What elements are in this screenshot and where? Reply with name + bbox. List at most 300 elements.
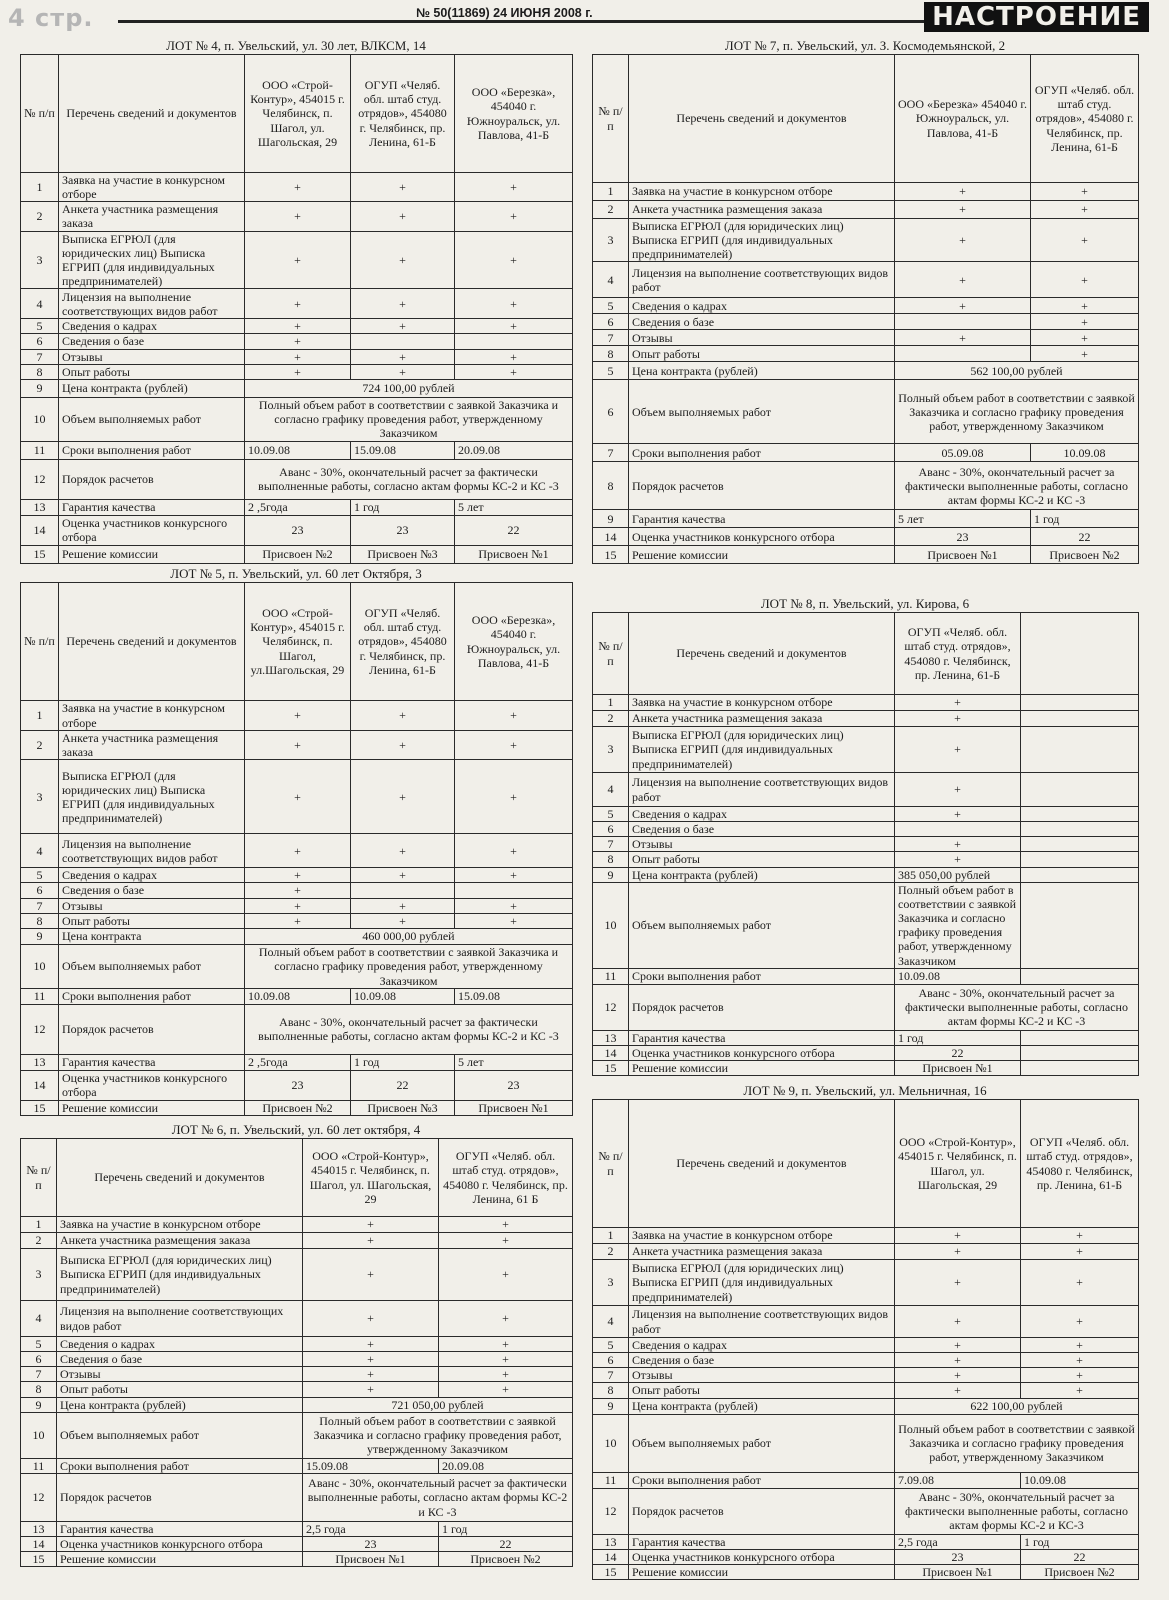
row-label: Гарантия качества — [57, 1521, 303, 1536]
row-cell: + — [439, 1217, 573, 1233]
row-cell — [1021, 1061, 1139, 1076]
row-cell — [1021, 837, 1139, 852]
row-number: 12 — [21, 1473, 57, 1521]
row-cell: 23 — [895, 528, 1031, 546]
lot-table — [20, 1138, 573, 1567]
row-cell: + — [895, 807, 1021, 822]
row-number: 4 — [21, 1301, 57, 1337]
row-cell: 15.09.08 — [455, 988, 573, 1004]
column-header-participant: ОГУП «Челяб. обл. штаб студ. отрядов», 454080 г. Челябинск, пр. Ленина, 61-Б — [1031, 55, 1139, 183]
row-cell: + — [351, 173, 455, 202]
row-label: Решение комиссии — [59, 1100, 245, 1115]
row-label: Заявка на участие в конкурсном отборе — [59, 173, 245, 202]
row-label: Сведения о кадрах — [59, 319, 245, 334]
table-row — [593, 330, 1139, 346]
row-cell: + — [351, 701, 455, 731]
row-cell: + — [895, 298, 1031, 314]
row-number: 8 — [593, 462, 629, 510]
row-cell: + — [895, 262, 1031, 298]
row-label: Анкета участника размещения заказа — [57, 1233, 303, 1249]
row-number: 4 — [593, 262, 629, 298]
column-header-participant: ОГУП «Челяб. обл. штаб студ. отрядов», 454080 г. Челябинск, пр. Ленина, 61-Б — [895, 613, 1021, 695]
row-label: Оценка участников конкурсного отбора — [629, 1045, 895, 1060]
row-label: Заявка на участие в конкурсном отборе — [629, 183, 895, 201]
row-number: 7 — [593, 837, 629, 852]
row-label: Сведения о базе — [629, 822, 895, 837]
lot-title: ЛОТ № 7, п. Увельский, ул. З. Космодемьянской, 2 — [724, 38, 1006, 53]
table-row — [593, 1368, 1139, 1383]
row-number: 2 — [593, 1244, 629, 1260]
row-label: Сроки выполнения работ — [59, 988, 245, 1004]
table-row — [593, 314, 1139, 330]
row-cell: + — [455, 898, 573, 913]
lot-7-block — [592, 38, 1138, 564]
row-label: Сведения о кадрах — [57, 1337, 303, 1352]
table-row — [21, 397, 573, 441]
row-value: Полный объем работ в соответствии с заявкой Заказчика и согласно графику проведения работ, утвержденному Заказчиком — [245, 944, 573, 988]
row-number: 14 — [21, 515, 59, 545]
row-number: 3 — [21, 231, 59, 289]
row-cell: 1 год — [1031, 510, 1139, 528]
row-cell: 385 050,00 рублей — [895, 867, 1021, 882]
table-row — [21, 1070, 573, 1100]
row-cell: 10.09.08 — [1021, 1472, 1139, 1488]
row-cell: + — [245, 173, 351, 202]
table-row — [21, 1382, 573, 1397]
row-number: 6 — [21, 1352, 57, 1367]
row-cell: + — [303, 1301, 439, 1337]
row-label: Сведения о базе — [57, 1352, 303, 1367]
row-number: 6 — [593, 1353, 629, 1368]
row-number: 3 — [593, 219, 629, 262]
row-label: Анкета участника размещения заказа — [59, 202, 245, 231]
row-cell: + — [455, 364, 573, 379]
row-number: 10 — [21, 944, 59, 988]
row-label: Сведения о кадрах — [629, 298, 895, 314]
row-label: Объем выполняемых работ — [59, 944, 245, 988]
issue-info: № 50(11869) 24 ИЮНЯ 2008 г. — [410, 6, 599, 20]
row-cell: + — [351, 202, 455, 231]
row-label: Порядок расчетов — [57, 1473, 303, 1521]
row-number: 9 — [593, 867, 629, 882]
row-number: 9 — [21, 379, 59, 397]
row-cell: Присвоен №2 — [439, 1552, 573, 1567]
row-cell: + — [245, 349, 351, 364]
row-number: 11 — [593, 1472, 629, 1488]
row-cell: Присвоен №1 — [303, 1552, 439, 1567]
row-label: Сведения о кадрах — [629, 807, 895, 822]
table-row — [21, 1301, 573, 1337]
row-label: Порядок расчетов — [629, 984, 895, 1030]
row-number: 14 — [593, 1549, 629, 1564]
row-cell: + — [351, 913, 455, 928]
row-cell — [1021, 1030, 1139, 1045]
row-label: Цена контракта (рублей) — [629, 362, 895, 380]
row-cell: 22 — [455, 515, 573, 545]
table-row — [593, 298, 1139, 314]
row-number: 6 — [593, 822, 629, 837]
row-cell: + — [351, 834, 455, 868]
table-row — [593, 1353, 1139, 1368]
row-cell: 10.09.08 — [351, 988, 455, 1004]
row-cell — [895, 346, 1031, 362]
column-header-participant: ООО «Строй-Контур», 454015 г. Челябинск, п. Шагол, ул. Шагольская, 29 — [245, 55, 351, 173]
row-cell: + — [1031, 201, 1139, 219]
row-label: Сведения о базе — [629, 1353, 895, 1368]
row-value: Полный объем работ в соответствии с заявкой Заказчика и согласно графику проведения работ, утвержденному Заказчиком — [245, 397, 573, 441]
row-number: 4 — [593, 773, 629, 807]
row-label: Выписка ЕГРЮЛ (для юридических лиц) Выписка ЕГРИП (для индивидуальных предпринимателей) — [629, 1260, 895, 1306]
table-row — [593, 1338, 1139, 1353]
row-cell — [351, 883, 455, 898]
row-value: Аванс - 30%, окончательный расчет за фактически выполненные работы, согласно актам формы КС-2 и КС -3 — [303, 1473, 573, 1521]
row-cell: 1 год — [351, 499, 455, 515]
row-label: Сроки выполнения работ — [57, 1458, 303, 1473]
row-label: Заявка на участие в конкурсном отборе — [629, 1228, 895, 1244]
row-label: Решение комиссии — [629, 546, 895, 564]
row-cell: + — [303, 1352, 439, 1367]
lot-title: ЛОТ № 5, п. Увельский, ул. 60 лет Октября, 3 — [170, 566, 422, 581]
row-cell: + — [1021, 1353, 1139, 1368]
table-row — [21, 1521, 573, 1536]
row-cell: Присвоен №1 — [895, 1061, 1021, 1076]
row-cell: Присвоен №2 — [1031, 546, 1139, 564]
row-cell — [1021, 807, 1139, 822]
row-cell — [1021, 727, 1139, 773]
table-row — [21, 334, 573, 349]
row-cell: 20.09.08 — [439, 1458, 573, 1473]
row-cell: + — [245, 898, 351, 913]
column-header-number: № п/п — [21, 583, 59, 701]
column-header-participant: ОГУП «Челяб. обл. штаб студ. отрядов», 454080 г. Челябинск, пр. Ленина, 61-Б — [351, 583, 455, 701]
column-header-number: № п/п — [593, 613, 629, 695]
row-cell: 22 — [1031, 528, 1139, 546]
row-number: 5 — [593, 362, 629, 380]
row-label: Анкета участника размещения заказа — [59, 731, 245, 760]
table-row — [593, 362, 1139, 380]
row-number: 15 — [21, 545, 59, 563]
table-row — [21, 1249, 573, 1301]
table-header-row — [21, 1139, 573, 1217]
row-cell: + — [895, 837, 1021, 852]
row-number: 6 — [593, 314, 629, 330]
row-value: Аванс - 30%, окончательный расчет за фактически выполненные работы, согласно актам формы КС-2 и КС -3 — [245, 1004, 573, 1054]
row-label: Гарантия качества — [59, 499, 245, 515]
table-row — [593, 773, 1139, 807]
table-row — [21, 1352, 573, 1367]
table-row — [21, 1217, 573, 1233]
row-cell: 5 лет — [895, 510, 1031, 528]
row-cell — [1021, 1045, 1139, 1060]
row-label: Заявка на участие в конкурсном отборе — [629, 695, 895, 711]
table-row — [593, 183, 1139, 201]
row-number: 8 — [593, 1383, 629, 1398]
row-label: Объем выполняемых работ — [57, 1412, 303, 1458]
row-cell: + — [895, 695, 1021, 711]
row-cell: 10.09.08 — [895, 968, 1021, 984]
row-label: Решение комиссии — [59, 545, 245, 563]
row-cell: + — [439, 1233, 573, 1249]
table-row — [21, 731, 573, 760]
table-header-row — [593, 55, 1139, 183]
table-row — [21, 202, 573, 231]
row-cell: + — [351, 760, 455, 834]
row-cell: + — [439, 1352, 573, 1367]
row-cell: + — [245, 760, 351, 834]
row-number: 9 — [593, 1398, 629, 1414]
row-number: 7 — [21, 349, 59, 364]
row-cell: 5 лет — [455, 1054, 573, 1070]
row-label: Сроки выполнения работ — [629, 444, 895, 462]
table-row — [593, 1061, 1139, 1076]
row-number: 10 — [21, 397, 59, 441]
row-cell: 2 ,5года — [245, 499, 351, 515]
row-value: 724 100,00 рублей — [245, 379, 573, 397]
table-row — [593, 1472, 1139, 1488]
lot-9-block — [592, 1083, 1138, 1580]
row-cell — [351, 334, 455, 349]
lot-table — [592, 54, 1139, 564]
row-cell: + — [245, 701, 351, 731]
table-row — [21, 289, 573, 319]
table-row — [21, 898, 573, 913]
row-number: 5 — [593, 298, 629, 314]
row-cell — [1021, 968, 1139, 984]
column-header-documents: Перечень сведений и документов — [57, 1139, 303, 1217]
row-cell: 1 год — [439, 1521, 573, 1536]
row-cell: + — [1021, 1306, 1139, 1338]
row-label: Опыт работы — [59, 913, 245, 928]
table-row — [21, 173, 573, 202]
table-row — [593, 201, 1139, 219]
row-number: 1 — [21, 173, 59, 202]
row-cell: + — [245, 202, 351, 231]
row-number: 6 — [593, 380, 629, 444]
table-row — [593, 462, 1139, 510]
row-cell: + — [895, 1353, 1021, 1368]
table-row — [21, 349, 573, 364]
row-cell — [1021, 711, 1139, 727]
row-number: 5 — [21, 1337, 57, 1352]
row-cell: + — [303, 1367, 439, 1382]
row-number: 13 — [21, 1521, 57, 1536]
row-label: Объем выполняемых работ — [59, 397, 245, 441]
column-header-participant: ООО «Строй-Контур», 454015 г. Челябинск, п. Шагол, ул. Шагольская, 29 — [303, 1139, 439, 1217]
table-row — [21, 319, 573, 334]
table-row — [21, 545, 573, 563]
table-row — [21, 441, 573, 459]
table-row — [21, 1337, 573, 1352]
row-cell: + — [1031, 219, 1139, 262]
row-number: 8 — [21, 364, 59, 379]
row-cell: 7.09.08 — [895, 1472, 1021, 1488]
row-value: Аванс - 30%, окончательный расчет за фактически выполненные работы, согласно актам формы КС-2 и КС -3 — [895, 462, 1139, 510]
row-number: 11 — [21, 988, 59, 1004]
row-cell: + — [439, 1337, 573, 1352]
row-number: 10 — [21, 1412, 57, 1458]
row-cell: + — [351, 731, 455, 760]
row-cell: Присвоен №2 — [245, 545, 351, 563]
row-number: 8 — [21, 1382, 57, 1397]
column-header-documents: Перечень сведений и документов — [629, 613, 895, 695]
table-row — [593, 1534, 1139, 1549]
row-number: 15 — [593, 1061, 629, 1076]
row-cell: + — [351, 868, 455, 883]
table-row — [593, 852, 1139, 867]
row-number: 2 — [593, 201, 629, 219]
table-row — [593, 867, 1139, 882]
row-cell: + — [1021, 1260, 1139, 1306]
row-cell: 2,5 года — [895, 1534, 1021, 1549]
table-row — [593, 380, 1139, 444]
row-label: Опыт работы — [629, 1383, 895, 1398]
lot-6-block — [20, 1122, 572, 1567]
table-row — [593, 822, 1139, 837]
row-number: 13 — [21, 499, 59, 515]
table-row — [593, 346, 1139, 362]
row-cell — [1021, 882, 1139, 968]
row-number: 7 — [21, 1367, 57, 1382]
column-header-number: № п/п — [21, 55, 59, 173]
column-header-documents: Перечень сведений и документов — [59, 583, 245, 701]
row-label: Отзывы — [629, 1368, 895, 1383]
column-header-participant: ООО «Березка», 454040 г. Южноуральск, ул. Павлова, 41-Б — [455, 55, 573, 173]
row-number: 12 — [593, 984, 629, 1030]
row-number: 8 — [593, 852, 629, 867]
row-label: Выписка ЕГРЮЛ (для юридических лиц) Выписка ЕГРИП (для индивидуальных предпринимателей) — [629, 727, 895, 773]
row-cell: + — [245, 319, 351, 334]
row-value: Аванс - 30%, окончательный расчет за фактически выполненные работы, согласно актам формы КС-2 и КС -3 — [245, 459, 573, 499]
table-header-row — [21, 55, 573, 173]
row-label: Отзывы — [629, 330, 895, 346]
row-cell: Присвоен №1 — [455, 545, 573, 563]
row-label: Лицензия на выполнение соответствующих видов работ — [629, 262, 895, 298]
row-cell: 23 — [895, 1549, 1021, 1564]
row-number: 2 — [593, 711, 629, 727]
table-row — [593, 1030, 1139, 1045]
row-number: 3 — [21, 1249, 57, 1301]
table-row — [21, 1473, 573, 1521]
row-label: Выписка ЕГРЮЛ (для юридических лиц) Выписка ЕГРИП (для индивидуальных предпринимателей) — [59, 760, 245, 834]
row-number: 9 — [21, 1397, 57, 1412]
table-row — [21, 364, 573, 379]
column-header-documents: Перечень сведений и документов — [629, 55, 895, 183]
row-number: 14 — [593, 1045, 629, 1060]
row-cell: + — [895, 852, 1021, 867]
row-cell: + — [439, 1382, 573, 1397]
row-number: 15 — [21, 1100, 59, 1115]
row-cell: + — [351, 898, 455, 913]
column-header-participant: ОГУП «Челяб. обл. штаб студ. отрядов», 454080 г. Челябинск, пр. Ленина, 61-Б — [351, 55, 455, 173]
row-cell: + — [455, 231, 573, 289]
row-cell: 1 год — [351, 1054, 455, 1070]
row-cell — [1021, 822, 1139, 837]
row-number: 15 — [593, 546, 629, 564]
row-cell: 10.09.08 — [1031, 444, 1139, 462]
row-cell: 23 — [351, 515, 455, 545]
row-cell: + — [895, 1368, 1021, 1383]
column-header-number: № п/п — [593, 55, 629, 183]
row-cell: + — [455, 319, 573, 334]
row-cell: + — [455, 202, 573, 231]
table-row — [593, 1260, 1139, 1306]
row-number: 2 — [21, 1233, 57, 1249]
column-header-participant: ООО «Строй-Контур», 454015 г. Челябинск, п. Шагол, ул.Шагольская, 29 — [245, 583, 351, 701]
row-number: 3 — [593, 1260, 629, 1306]
row-number: 1 — [593, 1228, 629, 1244]
row-number: 4 — [21, 289, 59, 319]
row-label: Объем выполняемых работ — [629, 1414, 895, 1472]
row-cell: + — [1031, 346, 1139, 362]
row-value: Полный объем работ в соответствии с заявкой Заказчика и согласно графику проведения работ, утвержденному Заказчиком — [895, 1414, 1139, 1472]
row-cell: 15.09.08 — [303, 1458, 439, 1473]
row-cell: + — [303, 1233, 439, 1249]
row-number: 7 — [21, 898, 59, 913]
row-value: Аванс - 30%, окончательный расчет за фактически выполненные работы, согласно актам формы КС-2 и КС -3 — [895, 984, 1139, 1030]
row-label: Сведения о базе — [59, 883, 245, 898]
row-cell: + — [439, 1249, 573, 1301]
row-label: Сроки выполнения работ — [59, 441, 245, 459]
row-cell: 23 — [245, 1070, 351, 1100]
page-number: 4 стр. — [8, 4, 94, 32]
row-label: Лицензия на выполнение соответствующих видов работ — [57, 1301, 303, 1337]
row-cell: 10.09.08 — [245, 441, 351, 459]
table-row — [593, 1244, 1139, 1260]
row-cell: + — [455, 701, 573, 731]
row-label: Заявка на участие в конкурсном отборе — [59, 701, 245, 731]
row-cell: + — [1031, 330, 1139, 346]
row-cell: + — [455, 731, 573, 760]
table-row — [21, 499, 573, 515]
row-number: 4 — [21, 834, 59, 868]
row-number: 15 — [593, 1564, 629, 1579]
row-cell: + — [895, 1260, 1021, 1306]
row-label: Цена контракта (рублей) — [629, 1398, 895, 1414]
row-cell: 15.09.08 — [351, 441, 455, 459]
table-row — [593, 968, 1139, 984]
row-cell: + — [439, 1301, 573, 1337]
table-row — [593, 1414, 1139, 1472]
row-cell: + — [303, 1382, 439, 1397]
row-cell: 1 год — [895, 1030, 1021, 1045]
row-cell: 23 — [455, 1070, 573, 1100]
row-cell: + — [895, 727, 1021, 773]
lot-title: ЛОТ № 6, п. Увельский, ул. 60 лет октября, 4 — [171, 1122, 421, 1137]
row-label: Опыт работы — [59, 364, 245, 379]
row-label: Отзывы — [59, 349, 245, 364]
row-label: Гарантия качества — [59, 1054, 245, 1070]
row-cell: + — [895, 1338, 1021, 1353]
row-number: 1 — [21, 701, 59, 731]
table-row — [593, 727, 1139, 773]
row-cell: 22 — [439, 1537, 573, 1552]
row-cell: + — [245, 913, 351, 928]
row-label: Сведения о базе — [59, 334, 245, 349]
row-number: 4 — [593, 1306, 629, 1338]
row-label: Оценка участников конкурсного отбора — [629, 1549, 895, 1564]
row-cell: + — [351, 319, 455, 334]
table-row — [21, 1458, 573, 1473]
row-cell: + — [455, 289, 573, 319]
row-number: 9 — [21, 928, 59, 944]
row-label: Лицензия на выполнение соответствующих видов работ — [629, 773, 895, 807]
row-label: Выписка ЕГРЮЛ (для юридических лиц) Выписка ЕГРИП (для индивидуальных предпринимателей) — [57, 1249, 303, 1301]
table-header-row — [593, 613, 1139, 695]
row-number: 7 — [593, 444, 629, 462]
row-value: 622 100,00 рублей — [895, 1398, 1139, 1414]
row-cell — [1021, 867, 1139, 882]
table-row — [21, 459, 573, 499]
